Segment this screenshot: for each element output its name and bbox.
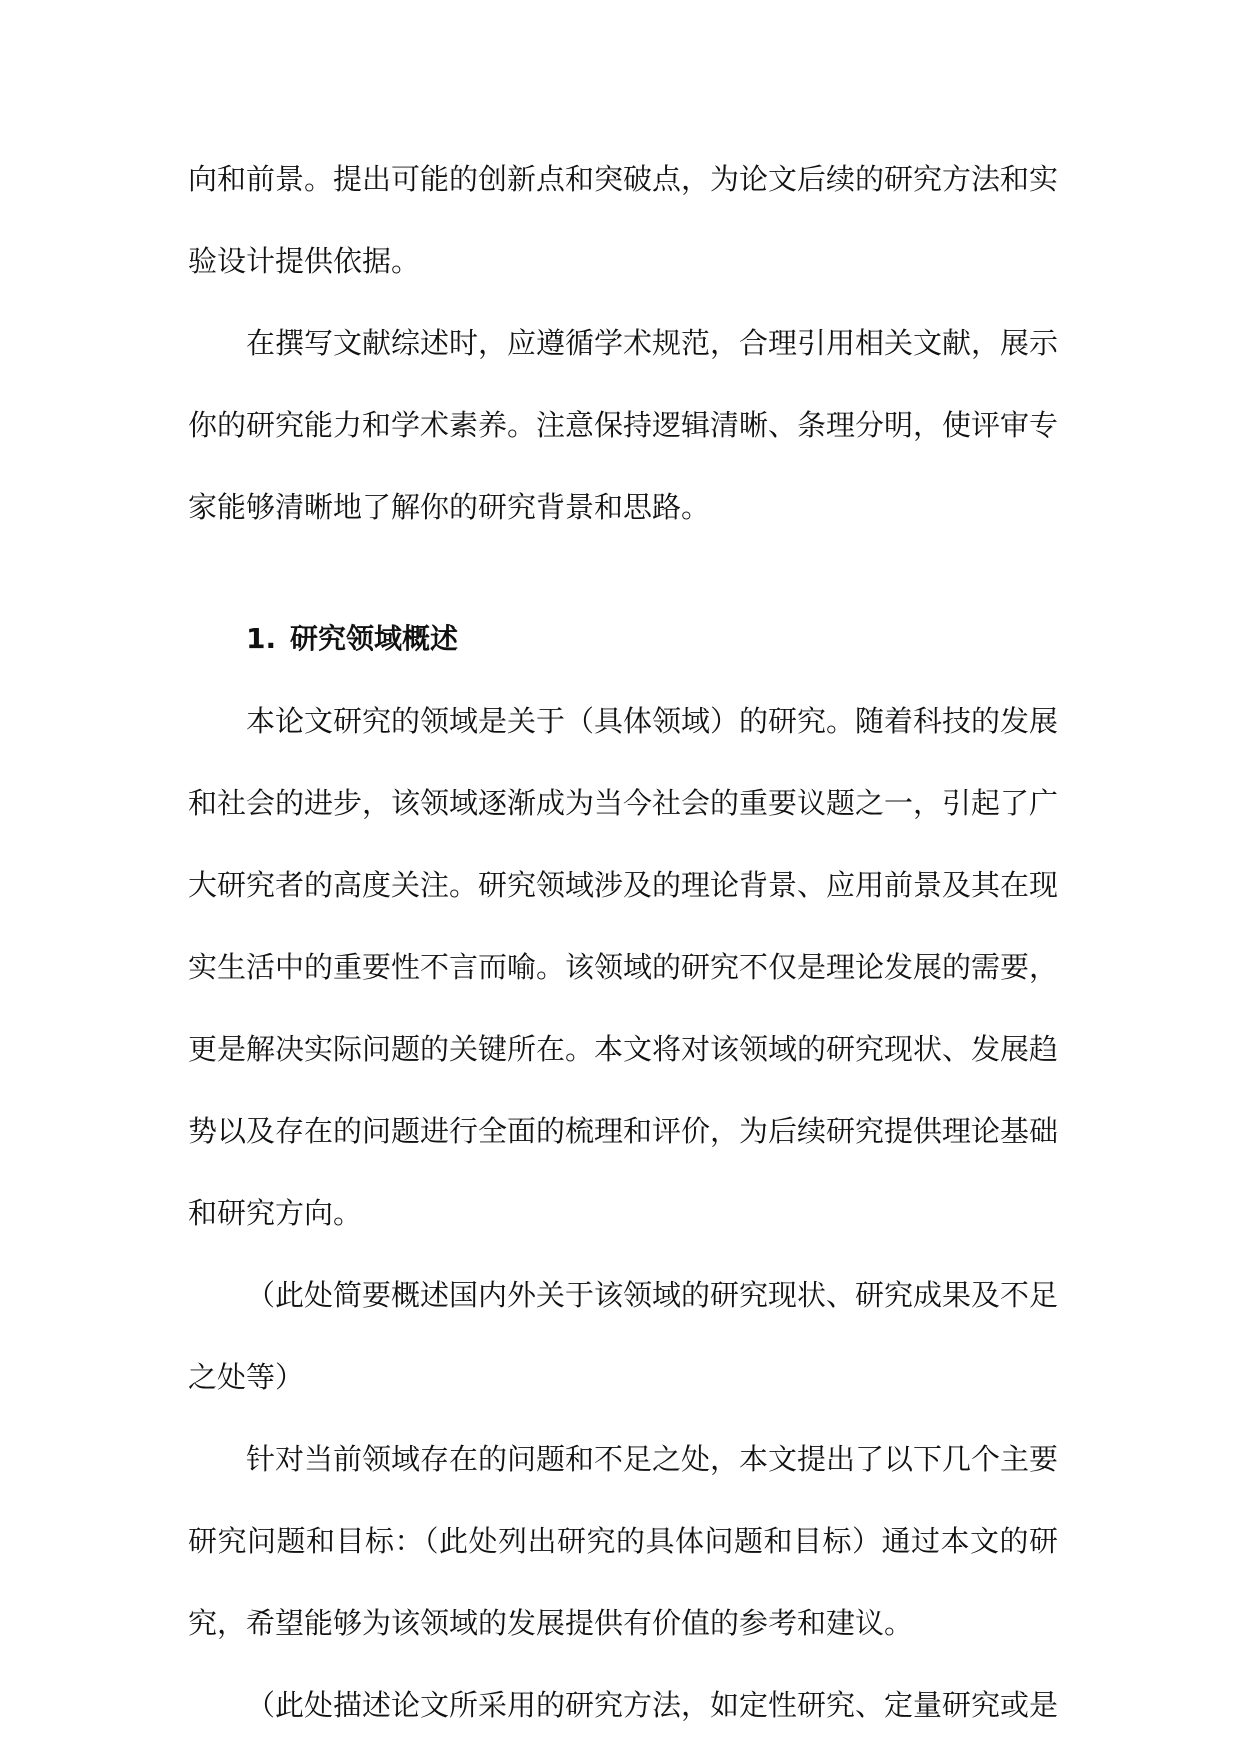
section-heading	[188, 598, 1058, 680]
section-paragraph-methods-note: （此处描述论文所采用的研究方法，如定性研究、定量研究或是	[246, 1688, 1059, 1722]
document-body	[188, 138, 1058, 1746]
section-title: 研究领域概述	[290, 622, 459, 655]
section-paragraph-research-status-note: （此处简要概述国内外关于该领域的研究现状、研究成果及不足之处等）	[188, 1278, 1059, 1394]
section-number: 1.	[246, 622, 277, 655]
intro-paragraph-writing-guidance: 在撰写文献综述时，应遵循学术规范，合理引用相关文献，展示你的研究能力和学术素养。注意保持逻辑清晰、条理分明，使评审专家能够清晰地了解你的研究背景和思路。	[188, 326, 1059, 524]
section-paragraph-research-questions: 针对当前领域存在的问题和不足之处，本文提出了以下几个主要研究问题和目标：（此处列出研究的具体问题和目标）通过本文的研究，希望能够为该领域的发展提供有价值的参考和建议。	[188, 1442, 1059, 1640]
intro-paragraph-continued: 向和前景。提出可能的创新点和突破点，为论文后续的研究方法和实验设计提供依据。	[188, 162, 1059, 278]
section-paragraph-overview: 本论文研究的领域是关于（具体领域）的研究。随着科技的发展和社会的进步，该领域逐渐成为当今社会的重要议题之一，引起了广大研究者的高度关注。研究领域涉及的理论背景、应用前景及其在现实生活中的重要性不言而喻。该领域的研究不仅是理论发展的需要，更是解决实际问题的关键所在。本文将对该领域的研究现状、发展趋势以及存在的问题进行全面的梳理和评价，为后续研究提供理论基础和研究方向。	[188, 704, 1059, 1230]
